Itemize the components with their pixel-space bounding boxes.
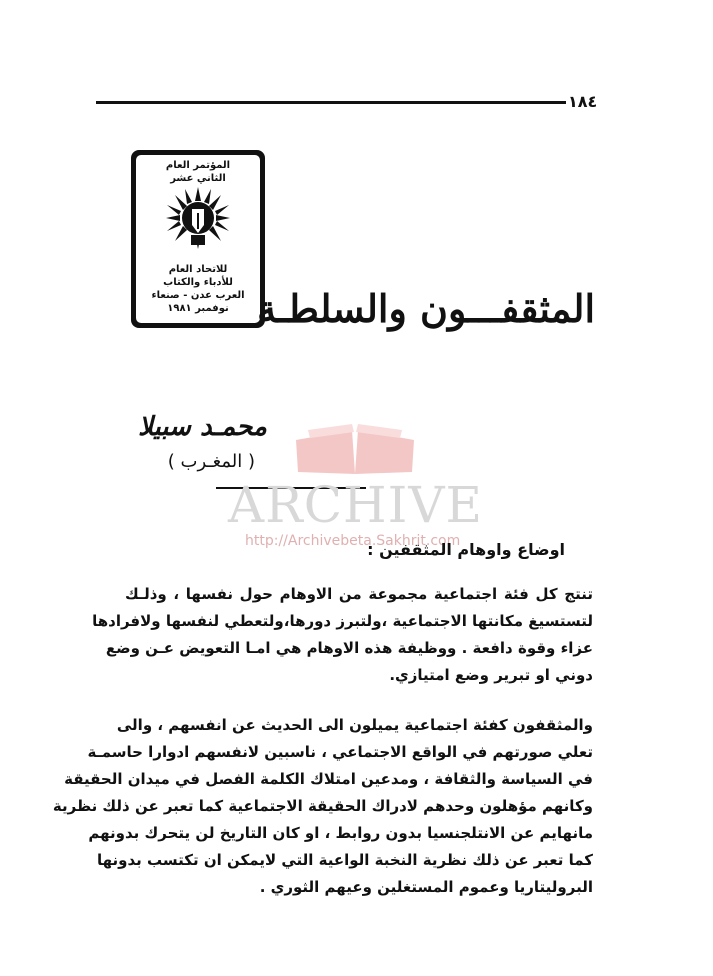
- emblem-bottom-line: للاتحاد العام: [168, 264, 228, 275]
- author-name: محمـد سبيلا: [137, 412, 267, 442]
- emblem-top-line: الثاني عشر: [170, 173, 226, 184]
- paragraph-line: تنتج كل فئة اجتماعية مجموعة من الاوهام حول نفسها ، وذلـك: [125, 585, 593, 603]
- paragraph-line: مانهايم عن الانتلجنسيا بدون روابط ، او كان التاريخ لن يتحرك بدونهم: [88, 824, 593, 842]
- paragraph-line: لتستسيغ مكانتها الاجتماعية ،ولتبرز دورها،ولتعطي لنفسها ولافرادها: [92, 612, 593, 630]
- emblem-top-text: [136, 159, 260, 185]
- paragraph-line: والمثقفون كفئة اجتماعية يميلون الى الحديث عن انفسهم ، والى: [116, 716, 593, 734]
- emblem-bottom-text: [136, 263, 260, 315]
- watermark-title: ARCHIVE: [228, 476, 483, 534]
- paragraph-line: كما تعبر عن ذلك نظرية النخبة الواعية التي لايمكن ان تكتسب بدونها: [97, 851, 593, 869]
- paragraph: [92, 581, 593, 689]
- section-heading: اوضاع واوهام المثقفين :: [367, 540, 565, 559]
- sun-pen-icon: [163, 185, 233, 255]
- top-rule: [96, 101, 566, 104]
- page-number: ١٨٤: [568, 92, 598, 111]
- paragraph: [52, 712, 593, 901]
- watermark-url[interactable]: http://Archivebeta.Sakhrit.com: [245, 533, 461, 549]
- emblem-bottom-line: للأدباء والكتاب: [163, 277, 233, 288]
- paragraph-line: دوني او تبرير وضع امتيازي.: [389, 666, 593, 684]
- paragraph-line: عزاء وقوة دافعة . ووظيفة هذه الاوهام هي امـا التعويض عـن وضع: [105, 639, 593, 657]
- emblem-bottom-line: العرب عدن - صنعاء: [151, 290, 245, 301]
- emblem-top-line: المؤتمر العام: [165, 160, 231, 171]
- conference-emblem: [131, 150, 265, 328]
- emblem-bottom-line: نوفمبر ١٩٨١: [167, 303, 229, 314]
- author-country: ( المغـرب ): [167, 451, 255, 472]
- paragraph-line: في السياسة والثقافة ، ومدعين امتلاك الكلمة الفصل في ميدان الحقيقة: [64, 770, 593, 788]
- paragraph-line: تعلي صورتهم في الواقع الاجتماعي ، ناسبين لانفسهم ادوارا حاسمـة: [87, 743, 593, 761]
- paragraph-line: البروليتاريا وعموم المستغلين وعيهم الثوري .: [259, 878, 593, 896]
- open-book-icon: [292, 422, 418, 478]
- article-title: المثقفـــون والسلطـة: [257, 286, 595, 331]
- paragraph-line: وكانهم مؤهلون وحدهم لادراك الحقيقة الاجتماعية كما تعبر عن ذلك نظرية: [52, 797, 593, 815]
